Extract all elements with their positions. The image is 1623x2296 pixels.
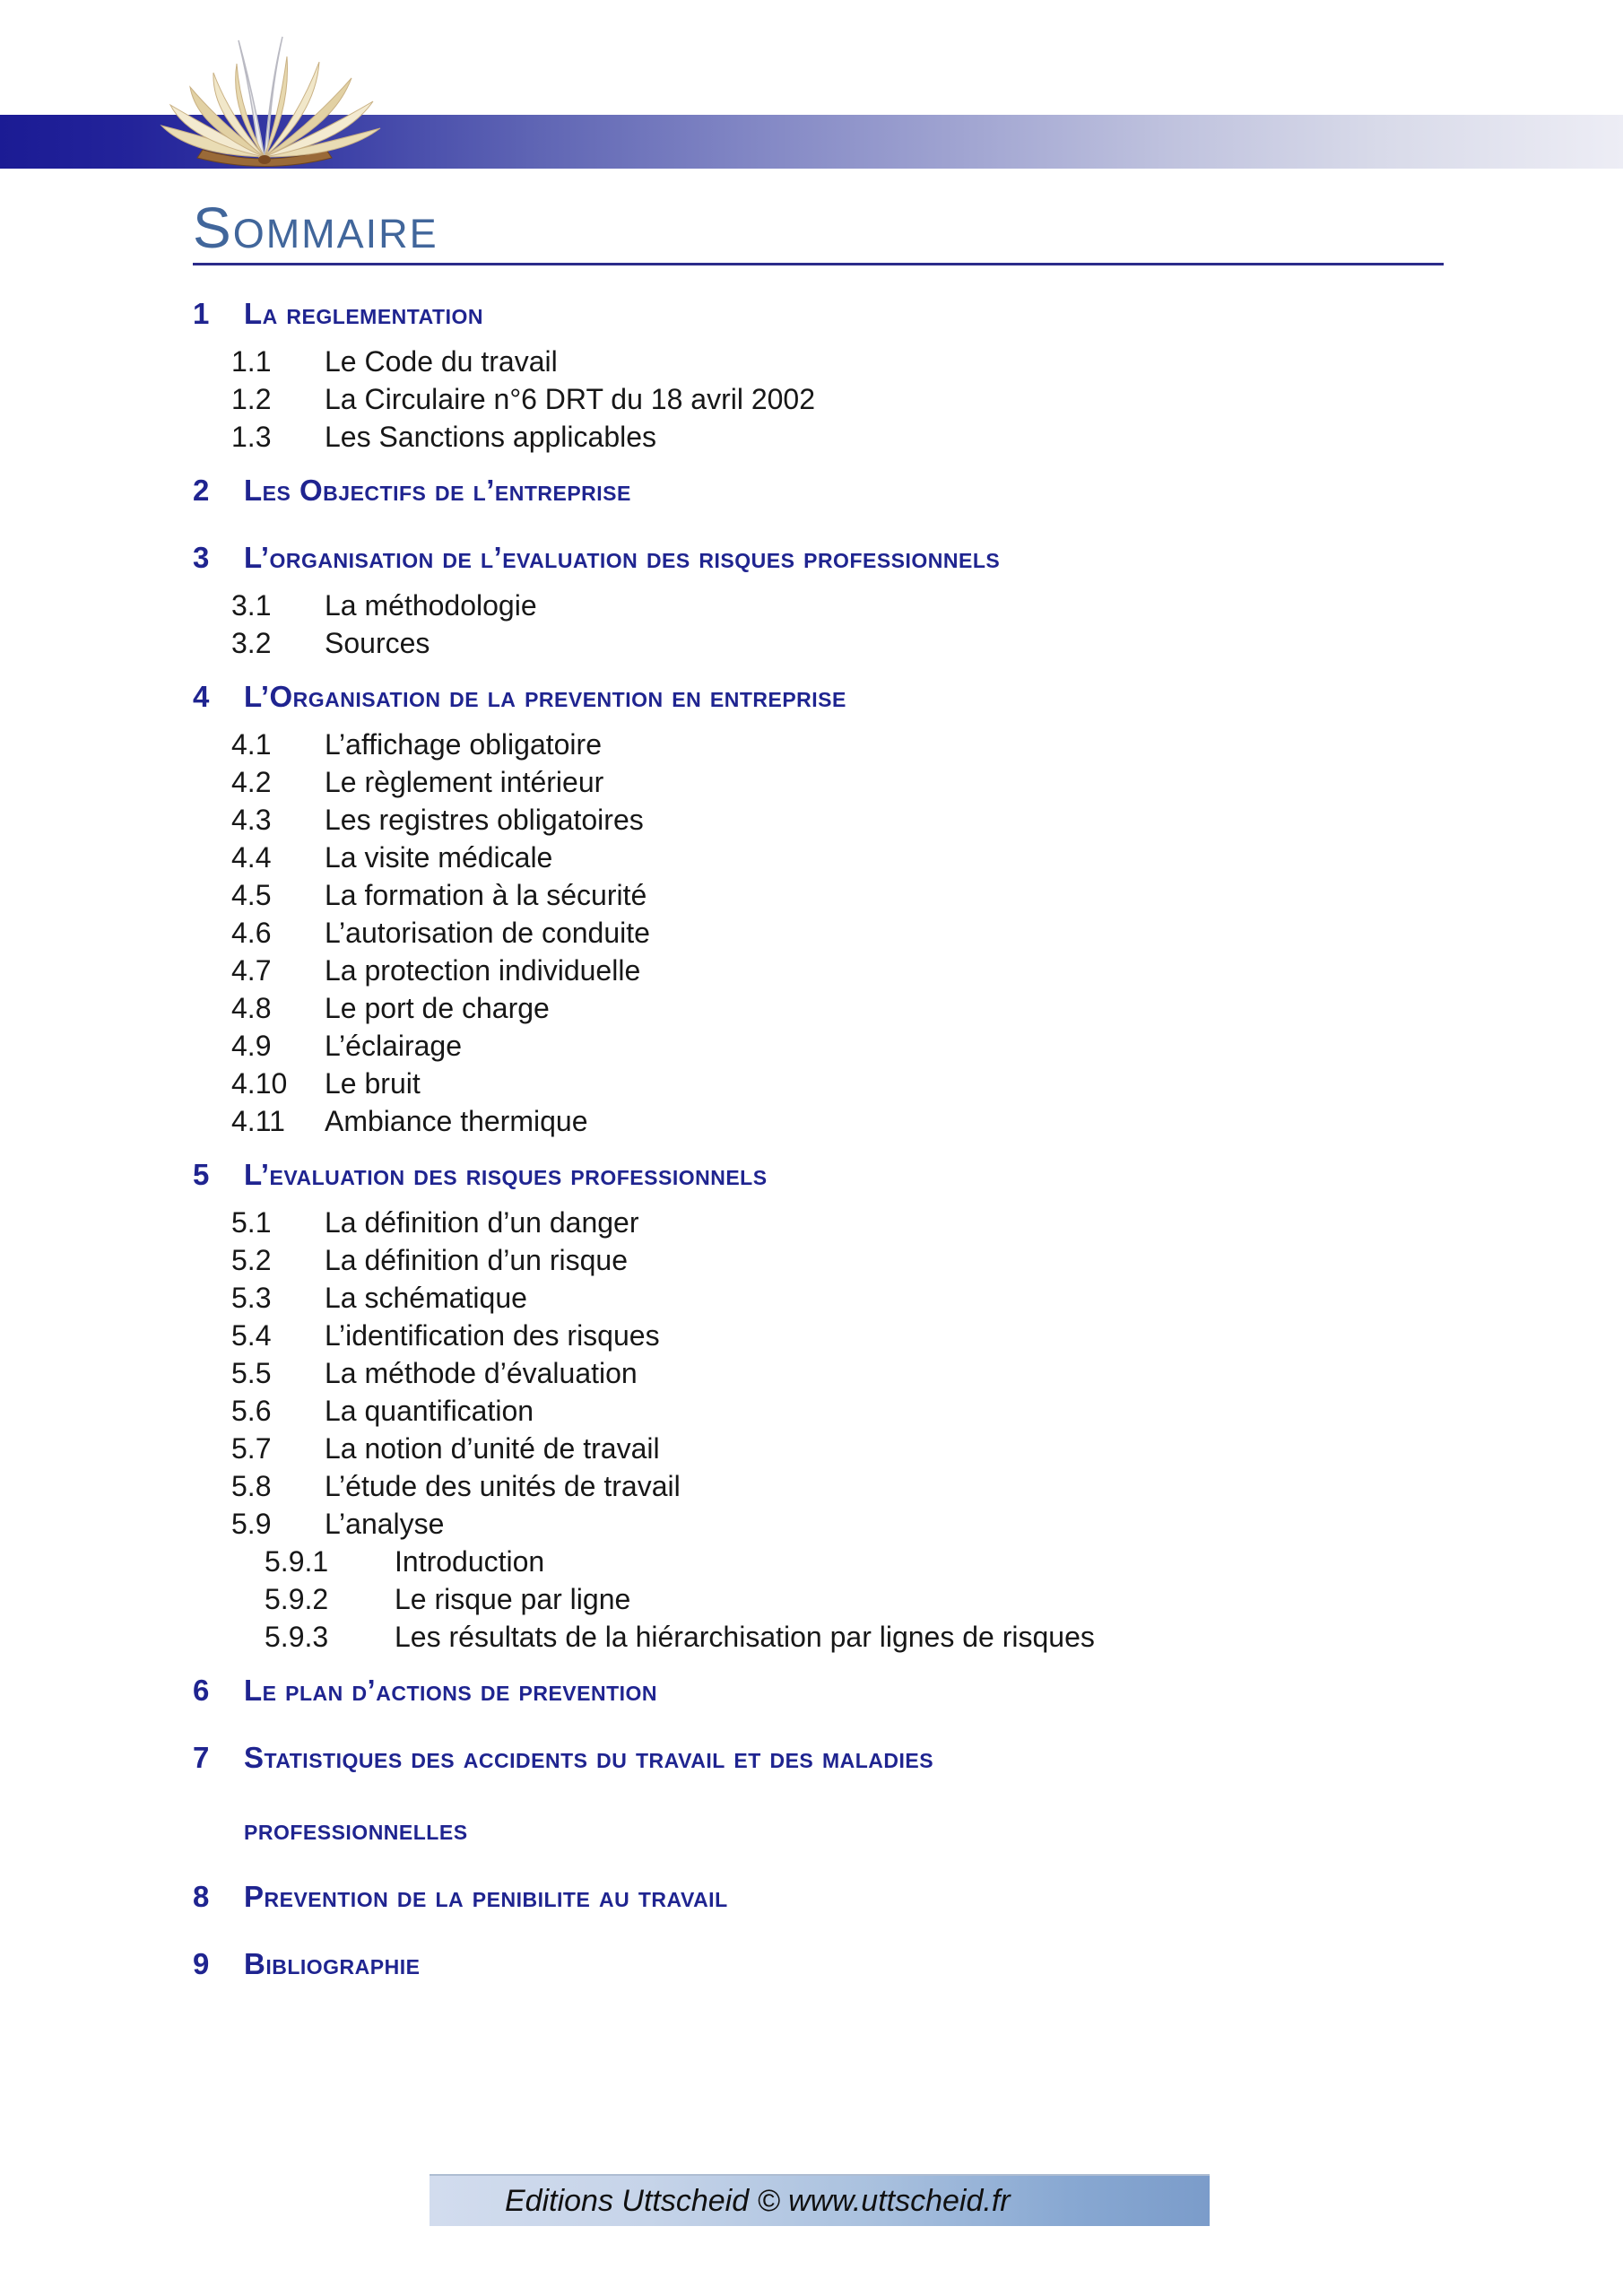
toc-item-number: 3.1 — [231, 589, 272, 622]
toc-item-label: L’identification des risques — [325, 1319, 660, 1352]
page-title: Sommaire — [193, 196, 438, 260]
toc-item — [193, 1505, 1444, 1543]
toc-item — [193, 1027, 1444, 1065]
toc-section-title: L’Organisation de la prevention en entreprise — [244, 680, 846, 714]
toc-item — [193, 418, 1444, 456]
open-book-svg — [154, 30, 387, 167]
toc-item-number: 5.2 — [231, 1244, 272, 1277]
toc-item — [193, 624, 1444, 662]
toc-section-title: L’evaluation des risques professionnels — [244, 1158, 768, 1192]
toc-section-number: 9 — [193, 1947, 210, 1981]
toc-item-number: 4.9 — [231, 1030, 272, 1063]
toc-item-label: Le risque par ligne — [395, 1583, 631, 1616]
open-book-icon — [154, 30, 387, 167]
toc-item-number: 4.3 — [231, 804, 272, 837]
toc-item-label: L’autorisation de conduite — [325, 917, 650, 950]
toc-item-label: L’éclairage — [325, 1030, 462, 1063]
toc-item-number: 4.4 — [231, 841, 272, 874]
toc-section-heading — [193, 1155, 1444, 1194]
toc-item — [193, 1102, 1444, 1140]
toc-item-label: Les résultats de la hiérarchisation par lignes de risques — [395, 1621, 1095, 1654]
toc-section-number: 2 — [193, 474, 210, 508]
toc-item — [193, 1543, 1444, 1580]
toc-item — [193, 839, 1444, 876]
toc-section-number: 7 — [193, 1741, 210, 1775]
toc-item — [193, 801, 1444, 839]
toc-item-number: 4.1 — [231, 728, 272, 761]
toc-item — [193, 1065, 1444, 1102]
toc-item — [193, 763, 1444, 801]
toc-item-number: 1.1 — [231, 345, 272, 378]
toc-item-label: L’étude des unités de travail — [325, 1470, 681, 1503]
toc-item-number: 5.1 — [231, 1206, 272, 1239]
toc-item-label: Le règlement intérieur — [325, 766, 604, 799]
toc-item — [193, 876, 1444, 914]
toc-item-label: Les registres obligatoires — [325, 804, 644, 837]
toc-item — [193, 1317, 1444, 1354]
toc-section-heading — [193, 1944, 1444, 1983]
toc-item-label: Ambiance thermique — [325, 1105, 588, 1138]
toc-item — [193, 1467, 1444, 1505]
toc-item-label: La définition d’un risque — [325, 1244, 629, 1277]
toc-section-number: 1 — [193, 297, 210, 331]
toc-section-heading — [193, 1738, 1444, 1848]
toc-item-label: Sources — [325, 627, 430, 660]
toc-item-number: 4.7 — [231, 954, 272, 987]
toc-item — [193, 1580, 1444, 1618]
toc-item-number: 5.9.2 — [265, 1583, 329, 1616]
toc-item — [193, 380, 1444, 418]
toc-section-heading — [193, 677, 1444, 716]
toc-item-label: Le Code du travail — [325, 345, 558, 378]
toc-section-heading — [193, 1877, 1444, 1916]
toc-item-group — [193, 726, 1444, 1140]
toc-item-number: 4.8 — [231, 992, 272, 1025]
toc-item — [193, 1241, 1444, 1279]
toc-item-number: 5.9.1 — [265, 1545, 329, 1578]
toc-item — [193, 726, 1444, 763]
toc-section-number: 6 — [193, 1674, 210, 1708]
toc-section-title: La reglementation — [244, 297, 483, 331]
toc-item-number: 5.9 — [231, 1508, 272, 1541]
toc-item-group — [193, 343, 1444, 456]
toc-section-title: Bibliographie — [244, 1947, 421, 1981]
toc-item-number: 5.9.3 — [265, 1621, 329, 1654]
toc-item-number: 4.2 — [231, 766, 272, 799]
toc-item-label: La visite médicale — [325, 841, 553, 874]
toc-item-label: L’analyse — [325, 1508, 445, 1541]
toc — [193, 294, 1444, 1983]
toc-section-number: 5 — [193, 1158, 210, 1192]
toc-item-label: Les Sanctions applicables — [325, 421, 657, 454]
toc-section-title: Les Objectifs de l’entreprise — [244, 474, 631, 508]
footer-text: Editions Uttscheid © www.uttscheid.fr — [505, 2184, 1011, 2218]
toc-section-title: Le plan d’actions de prevention — [244, 1674, 658, 1708]
toc-item-label: La méthodologie — [325, 589, 537, 622]
toc-item-number: 1.3 — [231, 421, 272, 454]
toc-item-label: La formation à la sécurité — [325, 879, 647, 912]
toc-item-label: La méthode d’évaluation — [325, 1357, 638, 1390]
toc-item — [193, 1279, 1444, 1317]
toc-section-heading — [193, 471, 1444, 509]
toc-section-number: 8 — [193, 1880, 210, 1914]
toc-item — [193, 587, 1444, 624]
toc-item-number: 5.5 — [231, 1357, 272, 1390]
toc-item-number: 5.8 — [231, 1470, 272, 1503]
toc-item-label: La Circulaire n°6 DRT du 18 avril 2002 — [325, 383, 816, 416]
toc-item — [193, 1430, 1444, 1467]
toc-item — [193, 914, 1444, 952]
toc-item-label: Introduction — [395, 1545, 545, 1578]
toc-item-label: La quantification — [325, 1395, 534, 1428]
toc-item — [193, 1392, 1444, 1430]
toc-item-number: 4.11 — [231, 1105, 285, 1138]
toc-section-heading — [193, 1671, 1444, 1709]
toc-item-label: La notion d’unité de travail — [325, 1432, 660, 1465]
toc-item-number: 5.4 — [231, 1319, 272, 1352]
content — [193, 197, 1444, 1993]
toc-item-number: 5.3 — [231, 1282, 272, 1315]
toc-item — [193, 1618, 1444, 1656]
toc-item-number: 1.2 — [231, 383, 272, 416]
toc-item-label: La définition d’un danger — [325, 1206, 639, 1239]
toc-item-number: 4.5 — [231, 879, 272, 912]
toc-section-number: 3 — [193, 541, 210, 575]
toc-item-label: La protection individuelle — [325, 954, 641, 987]
title-rule — [193, 263, 1444, 265]
toc-item-number: 5.6 — [231, 1395, 272, 1428]
toc-item-label: La schématique — [325, 1282, 527, 1315]
toc-item-number: 4.10 — [231, 1067, 288, 1100]
toc-item — [193, 952, 1444, 989]
toc-section-title-line2: professionnelles — [244, 1813, 468, 1847]
toc-section-heading — [193, 294, 1444, 333]
footer-bar — [430, 2174, 1210, 2226]
toc-item — [193, 343, 1444, 380]
toc-item — [193, 989, 1444, 1027]
toc-section-number: 4 — [193, 680, 210, 714]
toc-section-heading — [193, 538, 1444, 577]
toc-section-title: L’organisation de l’evaluation des risques professionnels — [244, 541, 1001, 575]
toc-item — [193, 1204, 1444, 1241]
toc-item-group — [193, 587, 1444, 662]
toc-item — [193, 1354, 1444, 1392]
toc-item-label: L’affichage obligatoire — [325, 728, 602, 761]
toc-item-number: 3.2 — [231, 627, 272, 660]
toc-section-title: Prevention de la penibilite au travail — [244, 1880, 728, 1914]
toc-section-title: Statistiques des accidents du travail et des maladies — [244, 1741, 934, 1775]
toc-item-number: 5.7 — [231, 1432, 272, 1465]
toc-item-group — [193, 1204, 1444, 1656]
toc-item-label: Le port de charge — [325, 992, 550, 1025]
toc-item-number: 4.6 — [231, 917, 272, 950]
toc-item-label: Le bruit — [325, 1067, 421, 1100]
